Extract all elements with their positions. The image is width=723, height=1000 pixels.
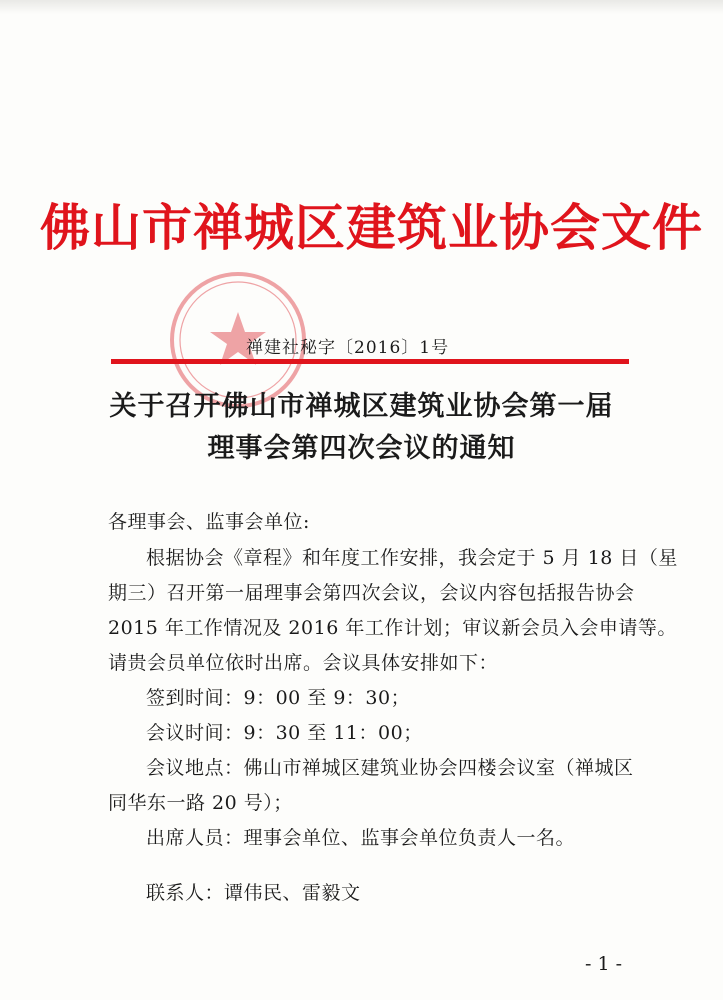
meeting-location-line-2: 同华东一路 20 号）； bbox=[108, 792, 293, 814]
signin-time: 签到时间：9：00 至 9：30； bbox=[146, 687, 411, 709]
show-through-text bbox=[330, 858, 499, 877]
salutation: 各理事会、监事会单位: bbox=[108, 511, 310, 533]
red-divider-line bbox=[111, 359, 629, 364]
meeting-location-line-1: 会议地点：佛山市禅城区建筑业协会四楼会议室（禅城区 bbox=[146, 757, 634, 779]
org-document-header: 佛山市禅城区建筑业协会文件 bbox=[40, 199, 703, 257]
page-number: - 1 - bbox=[585, 953, 623, 975]
meeting-time: 会议时间：9：30 至 11：00； bbox=[146, 722, 423, 744]
body-paragraph-line: 请贵会员单位依时出席。会议具体安排如下： bbox=[108, 652, 499, 674]
contact-persons: 联系人：谭伟民、雷毅文 bbox=[146, 882, 361, 904]
body-paragraph-line: 根据协会《章程》和年度工作安排，我会定于 5 月 18 日（星 bbox=[146, 547, 678, 569]
notice-title-line-2: 理事会第四次会议的通知 bbox=[207, 433, 516, 464]
document-number: 禅建社秘字〔2016〕1号 bbox=[246, 338, 450, 358]
body-paragraph-line: 2015 年工作情况及 2016 年工作计划；审议新会员入会申请等。 bbox=[108, 617, 677, 639]
attendees: 出席人员：理事会单位、监事会单位负责人一名。 bbox=[146, 827, 576, 849]
notice-title-line-1: 关于召开佛山市禅城区建筑业协会第一届 bbox=[109, 391, 614, 422]
show-through-text bbox=[390, 138, 546, 157]
body-paragraph-line: 期三）召开第一届理事会第四次会议，会议内容包括报告协会 bbox=[108, 582, 635, 604]
scan-edge-shadow bbox=[0, 0, 723, 14]
